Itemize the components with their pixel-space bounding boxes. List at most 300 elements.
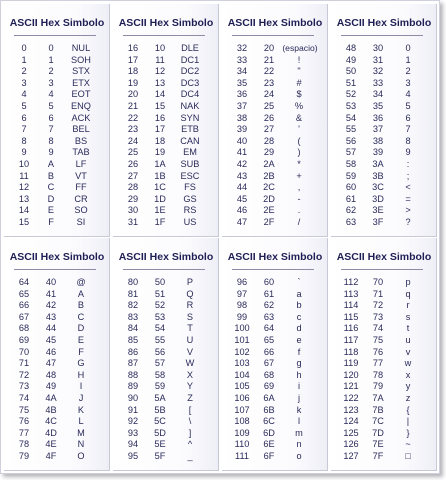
hex-cell: 7D: [372, 427, 384, 438]
hex-cell: 3F: [372, 216, 384, 227]
ascii-row: [222, 101, 328, 113]
decimal-cell: 102: [234, 346, 250, 357]
decimal-cell: 74: [18, 392, 30, 403]
hex-cell: 38: [372, 135, 384, 146]
hex-cell: 51: [154, 288, 166, 299]
ascii-panel-5: [4, 238, 110, 471]
decimal-cell: 9: [21, 147, 27, 158]
decimal-cell: 113: [343, 288, 359, 299]
symbol-cell: B: [77, 300, 85, 311]
decimal-cell: 28: [127, 182, 139, 193]
decimal-cell: 18: [127, 66, 139, 77]
hex-cell: 45: [45, 334, 57, 345]
hex-cell: 60: [263, 277, 275, 287]
symbol-cell: N: [77, 439, 85, 450]
symbol-cell: RS: [183, 205, 197, 216]
ascii-row: [4, 66, 110, 78]
ascii-panel-6: [113, 238, 219, 471]
symbol-cell: :: [406, 158, 410, 169]
ascii-row: [113, 335, 219, 347]
ascii-row: [222, 194, 328, 206]
hex-cell: 15: [154, 100, 166, 111]
ascii-row: [113, 171, 219, 183]
ascii-panel-7: [222, 238, 328, 471]
decimal-cell: 27: [127, 170, 139, 181]
ascii-row: [4, 277, 110, 289]
symbol-cell: o: [296, 450, 302, 461]
symbol-cell: 5: [405, 100, 411, 111]
hex-cell: 7A: [372, 392, 384, 403]
hex-cell: 17: [154, 124, 166, 135]
ascii-rows: [113, 277, 219, 463]
ascii-row: [331, 136, 437, 148]
header-divider: [123, 35, 205, 36]
ascii-row: [331, 428, 437, 440]
hex-cell: 46: [45, 346, 57, 357]
decimal-cell: 99: [236, 311, 248, 322]
ascii-row: [331, 101, 437, 113]
decimal-cell: 100: [234, 323, 250, 334]
symbol-cell: FF: [75, 182, 87, 193]
symbol-cell: A: [77, 288, 85, 299]
decimal-cell: 94: [127, 439, 139, 450]
decimal-cell: 84: [127, 323, 139, 334]
hex-cell: 64: [263, 323, 275, 334]
symbol-cell: c: [296, 311, 302, 322]
decimal-cell: 53: [345, 100, 357, 111]
decimal-cell: 32: [236, 43, 248, 53]
decimal-cell: 7: [21, 124, 27, 135]
symbol-cell: j: [297, 392, 301, 403]
symbol-cell: k: [296, 404, 302, 415]
ascii-row: [222, 381, 328, 393]
hex-cell: 77: [372, 358, 384, 369]
decimal-cell: 19: [127, 77, 139, 88]
hex-cell: 11: [155, 54, 165, 65]
symbol-cell: 4: [405, 89, 411, 100]
hex-cell: 67: [263, 358, 275, 369]
hex-cell: F: [48, 216, 54, 227]
header-ascii: ASCII: [118, 251, 147, 263]
hex-cell: 32: [372, 66, 384, 77]
symbol-cell: U: [186, 334, 194, 345]
hex-cell: 23: [263, 77, 275, 88]
hex-cell: 1B: [154, 170, 166, 181]
decimal-cell: 79: [18, 450, 30, 461]
header-symbol: Simbolo: [171, 251, 214, 263]
hex-cell: 6B: [263, 404, 275, 415]
hex-cell: 22: [263, 66, 275, 77]
decimal-cell: 46: [236, 205, 248, 216]
hex-cell: 65: [263, 334, 275, 345]
ascii-row: [113, 312, 219, 324]
decimal-cell: 26: [127, 158, 139, 169]
hex-cell: 19: [154, 147, 166, 158]
symbol-cell: CAN: [180, 135, 200, 146]
decimal-cell: 22: [127, 112, 139, 123]
hex-cell: 54: [154, 323, 166, 334]
ascii-row: [222, 405, 328, 417]
header-hex: Hex: [40, 251, 60, 263]
decimal-cell: 52: [345, 89, 357, 100]
hex-cell: 48: [45, 369, 57, 380]
symbol-cell: \: [188, 416, 192, 427]
ascii-row: [222, 113, 328, 125]
ascii-row: [331, 124, 437, 136]
hex-cell: 68: [263, 369, 275, 380]
ascii-row: [331, 312, 437, 324]
hex-cell: 33: [372, 77, 384, 88]
header-divider: [14, 35, 96, 36]
ascii-row: [4, 289, 110, 301]
symbol-cell: W: [185, 358, 195, 369]
decimal-cell: 17: [127, 54, 139, 65]
symbol-cell: q: [405, 288, 411, 299]
decimal-cell: 123: [343, 404, 359, 415]
hex-cell: 40: [45, 277, 57, 287]
ascii-row: [4, 405, 110, 417]
symbol-cell: G: [77, 358, 85, 369]
decimal-cell: 106: [234, 392, 250, 403]
header-symbol: Simbolo: [389, 17, 432, 29]
decimal-cell: 3: [21, 77, 27, 88]
symbol-cell: NAK: [180, 100, 200, 111]
ascii-row: [113, 370, 219, 382]
decimal-cell: 33: [236, 54, 248, 65]
header-symbol: Simbolo: [62, 17, 105, 29]
panel-header: [222, 251, 328, 263]
symbol-cell: *: [297, 158, 301, 169]
ascii-row: [113, 182, 219, 194]
symbol-cell: Z: [187, 392, 193, 403]
hex-cell: 6: [48, 112, 54, 123]
decimal-cell: 118: [343, 346, 359, 357]
decimal-cell: 111: [235, 450, 249, 461]
hex-cell: 27: [263, 124, 275, 135]
ascii-row: [222, 428, 328, 440]
ascii-row: [113, 393, 219, 405]
hex-cell: 3: [48, 77, 54, 88]
panel-header: [113, 17, 219, 29]
ascii-row: [331, 205, 437, 217]
decimal-cell: 65: [18, 288, 30, 299]
decimal-cell: 93: [127, 427, 139, 438]
hex-cell: D: [47, 193, 55, 204]
symbol-cell: P: [186, 277, 194, 287]
symbol-cell: y: [405, 381, 411, 392]
symbol-cell: 0: [405, 43, 411, 53]
ascii-row: [222, 55, 328, 67]
ascii-row: [331, 147, 437, 159]
decimal-cell: 60: [345, 182, 357, 193]
symbol-cell: w: [404, 358, 412, 369]
decimal-cell: 51: [345, 77, 357, 88]
hex-cell: 70: [372, 277, 384, 287]
symbol-cell: US: [183, 216, 197, 227]
symbol-cell: ESC: [180, 170, 200, 181]
symbol-cell: SYN: [180, 112, 200, 123]
hex-cell: 5: [48, 100, 54, 111]
hex-cell: 3B: [372, 170, 384, 181]
hex-cell: 2E: [263, 205, 275, 216]
ascii-row: [331, 277, 437, 289]
decimal-cell: 29: [127, 193, 139, 204]
symbol-cell: S: [186, 311, 194, 322]
decimal-cell: 92: [127, 416, 139, 427]
symbol-cell: |: [406, 416, 410, 427]
symbol-cell: n: [296, 439, 302, 450]
ascii-row: [222, 335, 328, 347]
decimal-cell: 15: [18, 216, 30, 227]
hex-cell: 20: [263, 43, 275, 53]
decimal-cell: 13: [18, 193, 30, 204]
ascii-row: [331, 89, 437, 101]
hex-cell: 56: [154, 346, 166, 357]
decimal-cell: 75: [18, 404, 30, 415]
ascii-row: [113, 277, 219, 289]
hex-cell: 66: [263, 346, 275, 357]
hex-cell: 6F: [263, 450, 275, 461]
ascii-row: [113, 194, 219, 206]
panel-header: [4, 17, 110, 29]
symbol-cell: 8: [405, 135, 411, 146]
symbol-cell: SUB: [180, 158, 200, 169]
decimal-cell: 114: [343, 300, 359, 311]
decimal-cell: 119: [343, 358, 359, 369]
hex-cell: 42: [45, 300, 57, 311]
symbol-cell: }: [406, 427, 410, 438]
header-hex: Hex: [258, 251, 278, 263]
ascii-panel-8: [331, 238, 437, 471]
hex-cell: 55: [154, 334, 166, 345]
symbol-cell: e: [296, 334, 302, 345]
ascii-row: [222, 89, 328, 101]
ascii-row: [331, 451, 437, 463]
header-divider: [232, 269, 314, 270]
decimal-cell: 85: [127, 334, 139, 345]
ascii-row: [113, 159, 219, 171]
ascii-row: [331, 289, 437, 301]
symbol-cell: ENQ: [71, 100, 91, 111]
ascii-row: [113, 428, 219, 440]
ascii-row: [113, 55, 219, 67]
symbol-cell: l: [297, 416, 301, 427]
hex-cell: 7B: [372, 404, 384, 415]
symbol-cell: EM: [183, 147, 197, 158]
hex-cell: 5C: [154, 416, 166, 427]
symbol-cell: ): [297, 147, 301, 158]
symbol-cell: NUL: [71, 43, 91, 53]
symbol-cell: u: [405, 334, 411, 345]
symbol-cell: STX: [72, 66, 90, 77]
decimal-cell: 2: [21, 66, 27, 77]
ascii-row: [331, 381, 437, 393]
decimal-cell: 31: [127, 216, 139, 227]
ascii-row: [222, 66, 328, 78]
ascii-row: [4, 312, 110, 324]
hex-cell: 16: [154, 112, 166, 123]
decimal-cell: 83: [127, 311, 139, 322]
ascii-row: [222, 171, 328, 183]
symbol-cell: X: [186, 369, 194, 380]
symbol-cell: FS: [184, 182, 196, 193]
ascii-row: [4, 393, 110, 405]
decimal-cell: 103: [234, 358, 250, 369]
decimal-cell: 81: [127, 288, 139, 299]
hex-cell: A: [47, 158, 55, 169]
decimal-cell: 89: [127, 381, 139, 392]
decimal-cell: 126: [343, 439, 359, 450]
ascii-row: [222, 43, 328, 55]
symbol-cell: i: [297, 381, 301, 392]
hex-cell: 2D: [263, 193, 275, 204]
ascii-rows: [222, 43, 328, 229]
hex-cell: 75: [372, 334, 384, 345]
symbol-cell: .: [297, 205, 301, 216]
ascii-row: [331, 66, 437, 78]
hex-cell: 1A: [154, 158, 166, 169]
ascii-rows: [331, 43, 437, 229]
decimal-cell: 35: [236, 77, 248, 88]
hex-cell: C: [47, 182, 55, 193]
decimal-cell: 82: [127, 300, 139, 311]
ascii-row: [331, 171, 437, 183]
symbol-cell: SOH: [71, 54, 91, 65]
hex-cell: 3C: [372, 182, 384, 193]
decimal-cell: 1: [21, 54, 27, 65]
ascii-row: [331, 370, 437, 382]
hex-cell: 53: [154, 311, 166, 322]
hex-cell: 4C: [45, 416, 57, 427]
symbol-cell: C: [77, 311, 85, 322]
decimal-cell: 21: [127, 100, 139, 111]
ascii-row: [4, 428, 110, 440]
header-hex: Hex: [40, 17, 60, 29]
ascii-row: [331, 78, 437, 90]
decimal-cell: 108: [234, 416, 250, 427]
symbol-cell: =: [405, 193, 411, 204]
hex-cell: 1D: [154, 193, 166, 204]
hex-cell: 62: [263, 300, 275, 311]
header-symbol: Simbolo: [171, 17, 214, 29]
symbol-cell: `: [297, 277, 301, 287]
hex-cell: 31: [372, 54, 384, 65]
ascii-row: [222, 347, 328, 359]
hex-cell: 8: [48, 135, 54, 146]
symbol-cell: %: [294, 100, 304, 111]
decimal-cell: 98: [236, 300, 248, 311]
hex-cell: 69: [263, 381, 275, 392]
header-divider: [123, 269, 205, 270]
decimal-cell: 43: [236, 170, 248, 181]
symbol-cell: f: [297, 346, 301, 357]
decimal-cell: 87: [127, 358, 139, 369]
symbol-cell: a: [296, 288, 302, 299]
hex-cell: 1C: [154, 182, 166, 193]
decimal-cell: 20: [127, 89, 139, 100]
ascii-row: [4, 43, 110, 55]
hex-cell: 4D: [45, 427, 57, 438]
decimal-cell: 48: [345, 43, 357, 53]
ascii-row: [222, 370, 328, 382]
hex-cell: 63: [263, 311, 275, 322]
hex-cell: 5B: [154, 404, 166, 415]
decimal-cell: 101: [234, 334, 250, 345]
ascii-row: [4, 347, 110, 359]
symbol-cell: DC1: [180, 54, 200, 65]
symbol-cell: ~: [405, 439, 411, 450]
symbol-cell: GS: [183, 193, 197, 204]
ascii-row: [222, 393, 328, 405]
ascii-rows: [222, 277, 328, 463]
symbol-cell: J: [78, 392, 84, 403]
symbol-cell: v: [405, 346, 411, 357]
decimal-cell: 36: [236, 89, 248, 100]
symbol-cell: Y: [186, 381, 194, 392]
ascii-row: [113, 66, 219, 78]
hex-cell: 2: [48, 66, 54, 77]
ascii-row: [4, 89, 110, 101]
symbol-cell: DC4: [180, 89, 200, 100]
header-ascii: ASCII: [336, 17, 365, 29]
symbol-cell: 1: [405, 54, 411, 65]
hex-cell: 7C: [372, 416, 384, 427]
ascii-row: [113, 89, 219, 101]
hex-cell: 4A: [45, 392, 57, 403]
hex-cell: 4B: [45, 404, 57, 415]
ascii-row: [4, 78, 110, 90]
panel-header: [113, 251, 219, 263]
header-hex: Hex: [367, 17, 387, 29]
symbol-cell: ETB: [181, 124, 199, 135]
decimal-cell: 70: [18, 346, 30, 357]
decimal-cell: 14: [18, 205, 30, 216]
hex-cell: 44: [45, 323, 57, 334]
symbol-cell: ^: [187, 439, 193, 450]
ascii-row: [331, 393, 437, 405]
ascii-row: [331, 113, 437, 125]
ascii-row: [331, 416, 437, 428]
decimal-cell: 34: [236, 66, 248, 77]
header-divider: [341, 35, 423, 36]
hex-cell: 5A: [154, 392, 166, 403]
hex-cell: 7: [48, 124, 54, 135]
symbol-cell: [: [188, 404, 192, 415]
symbol-cell: 2: [405, 66, 411, 77]
ascii-row: [331, 347, 437, 359]
symbol-cell: DLE: [181, 43, 199, 53]
decimal-cell: 88: [127, 369, 139, 380]
symbol-cell: p: [405, 277, 411, 287]
ascii-row: [331, 439, 437, 451]
symbol-cell: H: [77, 369, 85, 380]
ascii-row: [331, 55, 437, 67]
decimal-cell: 127: [343, 450, 359, 461]
hex-cell: 2B: [263, 170, 275, 181]
hex-cell: 78: [372, 369, 384, 380]
header-ascii: ASCII: [336, 251, 365, 263]
hex-cell: 1F: [154, 216, 166, 227]
symbol-cell: 9: [405, 147, 411, 158]
ascii-rows: [113, 43, 219, 229]
hex-cell: 1: [48, 54, 54, 65]
header-hex: Hex: [367, 251, 387, 263]
ascii-row: [113, 147, 219, 159]
ascii-row: [222, 182, 328, 194]
ascii-row: [113, 381, 219, 393]
decimal-cell: 105: [234, 381, 250, 392]
symbol-cell: (espacio): [282, 43, 318, 53]
